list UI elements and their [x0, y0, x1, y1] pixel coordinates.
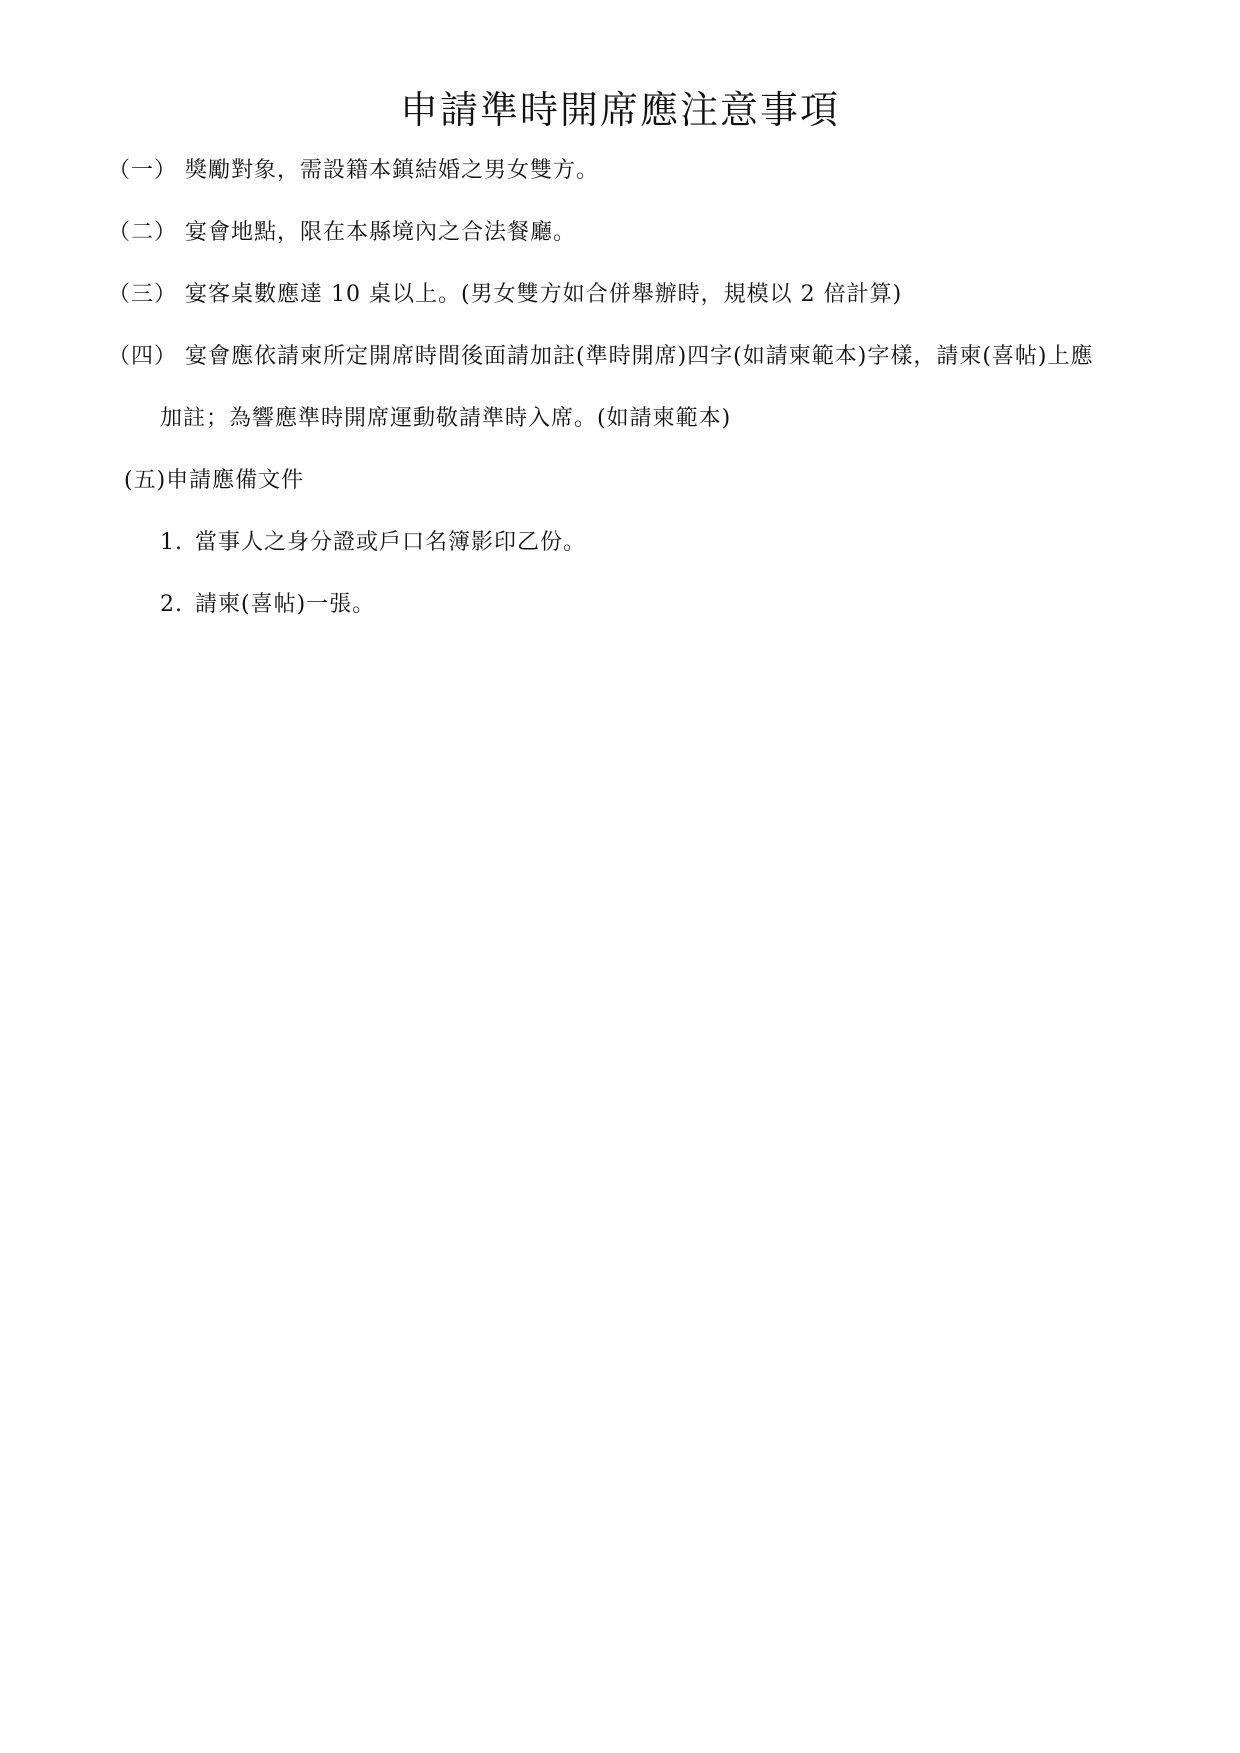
item-marker: （三）	[108, 282, 178, 307]
item-2	[108, 218, 576, 248]
item-text: 宴客桌數應達 10 桌以上。(男女雙方如合併舉辦時，規模以 2 倍計算)	[185, 282, 903, 307]
item-text: 宴會應依請柬所定開席時間後面請加註(準時開席)四字(如請柬範本)字樣，請柬(喜帖)上應	[185, 344, 1094, 369]
list-text: 請柬(喜帖)一張。	[195, 592, 376, 617]
item-marker: （一）	[108, 158, 178, 183]
item-5	[124, 466, 304, 496]
list-number: 2.	[160, 592, 183, 617]
item-text: 獎勵對象，需設籍本鎮結婚之男女雙方。	[185, 158, 600, 183]
item-text: 申請應備文件	[166, 468, 305, 493]
list-text: 當事人之身分證或戶口名簿影印乙份。	[195, 530, 587, 555]
item-3	[108, 280, 902, 310]
required-document-2	[160, 590, 375, 620]
item-4	[108, 342, 1094, 372]
item-text: 宴會地點，限在本縣境內之合法餐廳。	[185, 220, 577, 245]
page-title: 申請準時開席應注意事項	[399, 88, 840, 132]
item-4-continuation: 加註；為響應準時開席運動敬請準時入席。(如請柬範本)	[160, 406, 732, 431]
item-1	[108, 156, 599, 186]
required-document-1	[160, 528, 586, 558]
item-marker: (五)	[124, 468, 167, 493]
list-number: 1.	[160, 530, 183, 555]
item-marker: （四）	[108, 344, 178, 369]
item-marker: （二）	[108, 220, 178, 245]
